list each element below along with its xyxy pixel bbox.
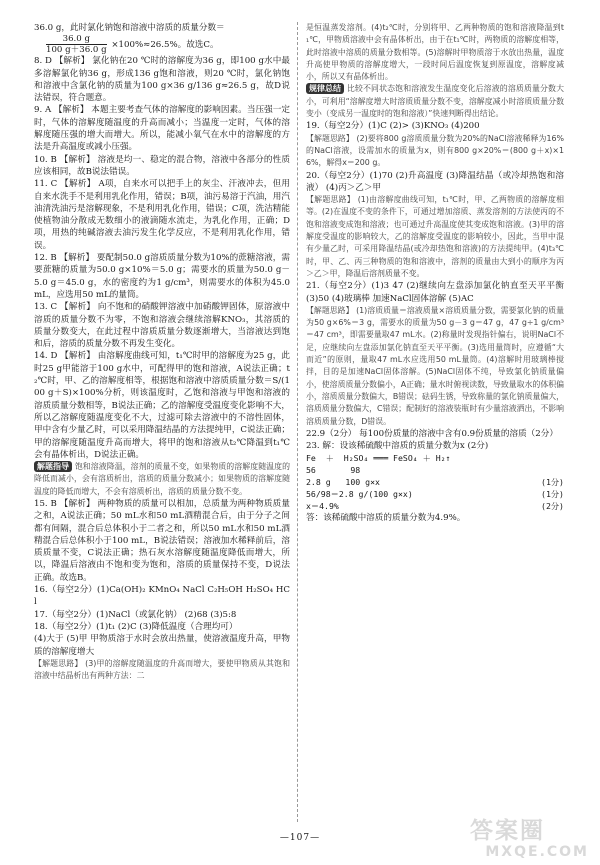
ratio-line: 56 98: [306, 465, 361, 476]
result: [306, 500, 564, 512]
proportion: [306, 488, 564, 500]
equation: [306, 452, 564, 464]
watermark-line-2: MXQE.COM: [485, 844, 589, 860]
answer-20-thinking: 【解题思路】 (1)由溶解度曲线可知，t₁℃时，甲、乙两物质的溶解度相等。(2)在温度不变的条件下，可通过增加溶质、蒸发溶剂的方法使丙的不饱和溶液变成饱和溶液；也可通过升高温度使其变成饱和溶液。(3)甲的溶解度受温度的影响较大，乙的溶解度受温度的影响较小，因此，当甲中混有少量乙时，可采用降温结晶(或冷却热饱和溶液)的方法提纯甲。(4)t₃℃时，甲、乙、丙三种物质的饱和溶液中，溶剂的质量由大到小的顺序为丙＞乙＞甲，降温后溶剂质量不变。: [306, 195, 564, 278]
answer-18-thinking: 【解题思路】 (3)甲的溶解度随温度的升高而增大，要使甲物质从其饱和溶液中结晶析出有两种方法：二: [34, 658, 290, 681]
answer-19: 19.（每空2分）(1)C (2)> (3)KNO₃ (4)200: [306, 121, 480, 132]
answer-15: 15. B 【解析】 两种物质的质量可以相加，总质量为两种物质质量之和，A说法正确；50 mL水和50 mL酒精混合后，由于分子之间都有间隔，混合后总体积小于二者之和，所以50 mL水和50 mL酒精混合后总体积小于100 mL，B说法错误；溶液加水稀释前后，溶质质量不变，C说法正确；热石灰水溶解度随温度降低而增大，所以，降温后溶液由不饱和变为饱和，溶质的质量保持不变，D说法正确。故选B。: [34, 498, 290, 583]
answer-20: 20.（每空2分）(1)70 (2)升高温度 (3)降温结晶（或冷却热饱和溶液） (4)丙＞乙＞甲: [306, 170, 564, 193]
answer-22: 22.9（2分） 每100份质量的溶液中含有0.9份质量的溶质（2分）: [306, 428, 558, 439]
column-divider: [297, 22, 298, 822]
ratio-top: [306, 464, 564, 476]
answer-14: 14. D 【解析】 由溶解度曲线可知，t₁℃时甲的溶解度为25 g，此时25 g甲能溶于100 g水中，可配得甲的饱和溶液，A说法正确；t₂℃时，甲、乙的溶解度相等，根据饱和溶液中溶质质量分数＝S/(100 g＋S)×100%分析，则该温度时，乙饱和溶液与甲饱和溶液的溶质质量分数相等，B说法正确；乙的溶解度受温度变化影响不大，所以乙溶解度随温度变化不大，过滤可除去溶液中的不溶性固体，甲中含有少量乙时，可以采用降温结晶的方法提纯甲，C说法正确；甲的溶解度随温度升高而增大，将甲的饱和溶液从t₂℃降温到t₁℃会有晶体析出，D说法正确。: [34, 351, 290, 460]
proportion-line: 56/98＝2.8 g/(100 g×x): [306, 489, 413, 500]
answer-12: 12. B 【解析】 要配制50.0 g溶质质量分数为10%的蔗糖溶液，需要蔗糖的质量为50.0 g×10%＝5.0 g；需要水的质量为50.0 g－5.0 g＝45.0 g，水的密度约为1 g/cm³，则需要水的体积为45.0 mL，应选用50 mL的量筒。: [34, 253, 290, 300]
answer-18: 18.（每空2分）(1)t₁ (2)C (3)降低温度（合理均可）: [34, 621, 238, 632]
text-line: 23. 解：设该稀硫酸中溶质的质量分数为x (2分): [306, 441, 489, 452]
rule-box: [306, 83, 564, 120]
answer-21-thinking: 【解题思路】 (1)溶质质量＝溶液质量×溶质质量分数，需要氯化钠的质量为50 g×6%＝3 g，需要水的质量为50 g－3 g＝47 g，47 g÷1 g/cm³＝47 cm³，即需要量取47 mL水。(2)称量时发现指针偏右，说明NaCl不足，应继续向左盘添加氯化钠直至天平平衡。(3)选用量筒时，应遵循“大而近”的原则，量取47 mL水应选用50 mL量筒。(4)溶解时用玻璃棒搅拌，目的是加速NaCl固体溶解。(5)NaCl固体不纯，导致氯化钠质量偏小，使溶质质量分数偏小，A正确；量水时俯视读数，导致量取水的体积偏小，溶质质量分数偏大，B错误；砝码生锈，导致称量的氯化钠质量偏大，溶质质量分数偏大，C错误；配制好的溶液装瓶时有少量溶液洒出，不影响溶质质量分数，D错误。: [306, 305, 565, 426]
conclusion: 答：该稀硫酸中溶质的质量分数为4.9%。: [306, 513, 466, 524]
answer-23: [306, 440, 564, 452]
answer-11: 11. C 【解析】 A项，自来水可以把手上的灰尘、汗液冲去，但用自来水洗手不是利用乳化作用，错误；B项，油污易溶于汽油，用汽油清洗油污是溶解现象，不是利用乳化作用，错误；C项，洗洁精能使植物油分散成无数细小的液滴随水流走，为乳化作用，正确；D项，用热的纯碱溶液去油污发生化学反应，不是利用乳化作用，错误。: [34, 179, 290, 251]
score: (1分): [541, 477, 564, 488]
rule-badge: 规律总结: [306, 83, 344, 94]
answer-19-thinking: 【解题思路】 (2)要将800 g溶质质量分数为20%的NaCl溶液稀释为16%的NaCl溶液，设需加水的质量为x，则有800 g×20%＝(800 g＋x)×16%，解得x＝200 g。: [306, 133, 564, 168]
answer-7-formula: [44, 34, 290, 55]
result-line: x＝4.9%: [306, 501, 339, 512]
watermark-line-1: 答案圈: [470, 818, 545, 844]
fraction: $\frac{36.0 g}{100 g+36.0 g}$: [46, 34, 107, 56]
left-column: [34, 22, 290, 682]
score: (1分): [541, 489, 564, 500]
watermark: [470, 818, 595, 862]
ratio-line: 2.8 g 100 g×x: [306, 477, 380, 488]
ratio-bottom: [306, 476, 564, 488]
text-line: 36.0 g，此时氯化钠饱和溶液中溶质的质量分数＝: [34, 23, 225, 33]
answer-16: 16.（每空2分）(1)Ca(OH)₂ KMnO₄ NaCl C₂H₅OH H₂SO₄ HCl: [34, 585, 290, 608]
score: (2分): [541, 501, 564, 512]
right-column: [306, 22, 564, 525]
answer-13: 13. C 【解析】 向不饱和的硝酸钾溶液中加硝酸钾固体，原溶液中溶质的质量分数不为零，不饱和溶液会继续溶解KNO₃，其溶质的质量分数变大，在此过程中溶质质量分数逐渐增大，当溶液达到饱和后，溶质的质量分数不再发生变化。: [34, 302, 290, 350]
answer-17: 17.（每空2分）(1)NaCl（或氯化钠） (2)68 (3)5:8: [34, 609, 237, 620]
answer-21: 21.（每空2分）(1)3 47 (2)继续向左盘添加氯化钠直至天平平衡 (3)50 (4)玻璃棒 加速NaCl固体溶解 (5)AC: [306, 281, 564, 304]
answer-7-continued: [34, 22, 290, 34]
tip-badge: 解题指导: [34, 461, 72, 472]
equation-line: Fe ＋ H₂SO₄ ═══ FeSO₄ ＋ H₂↑: [306, 453, 451, 464]
rule-text: 比较不同状态饱和溶液发生温度变化后溶液的溶质质量分数大小，可利用“溶解度增大时溶质质量分数不变，溶解度减小时溶质质量分数变小（变成另一温度时的饱和溶液）”快速判断得出结论。: [306, 84, 564, 119]
answer-10: 10. B 【解析】 溶液是均一、稳定的混合物，溶液中各部分的性质应该相同，故B说法错误。: [34, 154, 290, 177]
answer-18-cont: (4)大于 (5)甲 甲物质溶于水时会放出热量，使溶液温度升高，甲物质的溶解度增大: [34, 634, 290, 657]
answer-9: 9. A 【解析】 本题主要考查气体的溶解度的影响因素。当压强一定时，气体的溶解度随温度的升高而减小；当温度一定时，气体的溶解度随压强的增大而增大。所以，能减小氧气在水中的溶解度的方法是升高温度或减小压强。: [34, 105, 290, 153]
answer-8: 8. D 【解析】 氯化钠在20 ℃时的溶解度为36 g，即100 g水中最多溶解氯化钠36 g，形成136 g饱和溶液，则20 ℃时，氯化钠饱和溶液中含氯化钠的质量为100 g×36 g/136 g≈26.5 g，故D说法错误，符合题意。: [34, 56, 290, 104]
tip-text: 饱和溶液降温，溶剂的质量不变，如果物质的溶解度随温度的降低而减小，会有溶质析出，溶质的质量分数减小；如果物质的溶解度随温度的降低而增大，不会有溶质析出，溶质的质量分数不变。: [34, 462, 290, 496]
text-line: ×100%≈26.5%。故选C。: [111, 40, 219, 51]
answer-18-thinking-cont: 是恒温蒸发溶剂。(4)t₂℃时，分别将甲、乙两种物质的饱和溶液降温到t₁℃，甲物质溶液中会有晶体析出，由于在t₁℃时，两物质的溶解度相等，此时溶液中溶质的质量分数相等。(5)溶解时甲物质溶于水放出热量，温度升高使甲物质的溶解度增大，一段时间后温度恢复到原温度，溶解度减小，所以又有晶体析出。: [306, 23, 564, 82]
tip-box: [34, 461, 290, 498]
page-number: —107—: [279, 833, 321, 843]
